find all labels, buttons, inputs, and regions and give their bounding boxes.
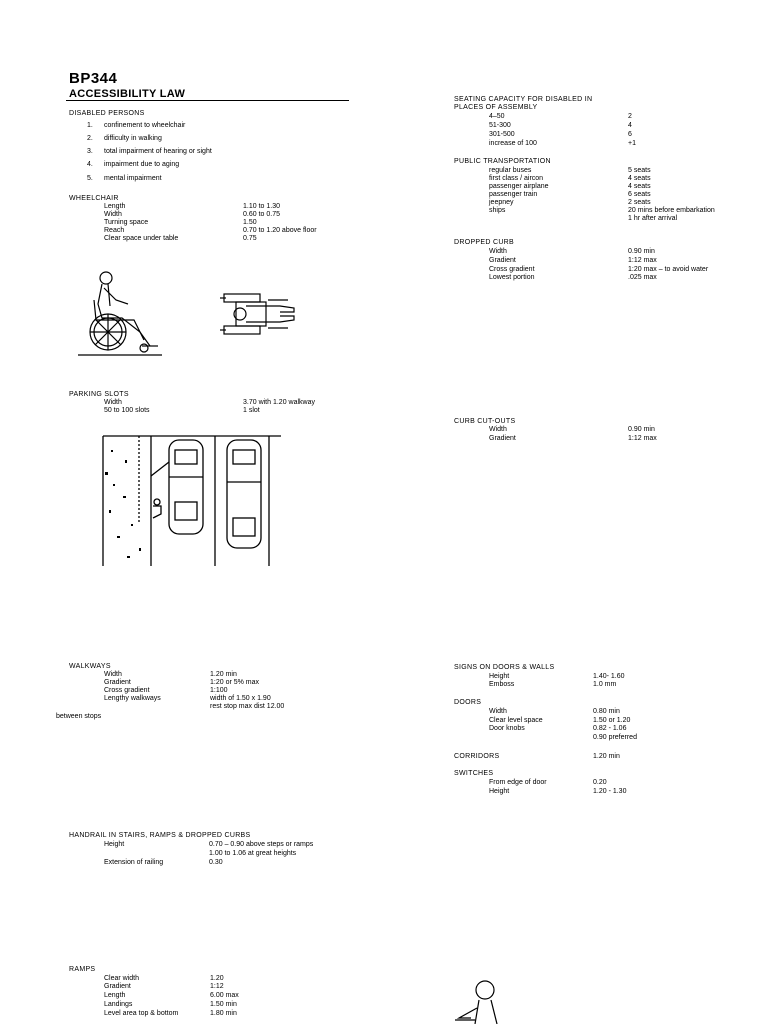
spec-row: From edge of door 0.20 xyxy=(489,779,607,786)
wheelchair-heading: WHEELCHAIR xyxy=(69,195,119,202)
doors-specs xyxy=(489,708,729,744)
spec-row: 0.90 preferred xyxy=(593,734,637,741)
spec-row: Height 0.70 – 0.90 above steps or ramps xyxy=(104,841,314,848)
spec-row: 4–50 2 xyxy=(489,113,632,120)
spec-row: Height 1.20 - 1.30 xyxy=(489,788,627,795)
dropped-curb-specs xyxy=(489,248,749,284)
parking-specs xyxy=(104,399,344,419)
spec-row: Gradient 1:12 max xyxy=(489,435,657,442)
spec-row: regular buses 5 seats xyxy=(489,167,651,174)
handrail-specs xyxy=(104,841,364,869)
corridors-row xyxy=(454,753,714,763)
walkways-heading: WALKWAYS xyxy=(69,663,111,670)
dropped-curb-heading: DROPPED CURB xyxy=(454,239,514,246)
spec-row: Landings 1.50 min xyxy=(104,1001,237,1008)
spec-row: Width 0.60 to 0.75 xyxy=(104,211,280,218)
curb-cutouts-heading: CURB CUT-OUTS xyxy=(454,418,516,425)
ramps-specs xyxy=(104,975,344,1021)
spec-row: 1.00 to 1.06 at great heights xyxy=(209,850,297,857)
spec-row: first class / aircon 4 seats xyxy=(489,175,651,182)
spec-row: Length 1.10 to 1.30 xyxy=(104,203,280,210)
title-underline xyxy=(66,100,349,101)
wheelchair-side-illustration xyxy=(78,270,168,360)
spec-row: Level area top & bottom 1.80 min xyxy=(104,1010,237,1017)
curb-cutouts-specs xyxy=(489,426,729,446)
ramps-heading: RAMPS xyxy=(69,966,96,973)
spec-row: Width 1.20 min xyxy=(104,671,237,678)
spec-row: ships 20 mins before embarkation xyxy=(489,207,715,214)
parking-heading: PARKING SLOTS xyxy=(69,391,129,398)
spec-row: Length 6.00 max xyxy=(104,992,239,999)
spec-row: Height 1.40- 1.60 xyxy=(489,673,625,680)
spec-row: passenger airplane 4 seats xyxy=(489,183,651,190)
spec-row: Lengthy walkways width of 1.50 x 1.90 xyxy=(104,695,271,702)
disabled-persons-heading: DISABLED PERSONS xyxy=(69,110,145,117)
parking-illustration xyxy=(103,432,283,567)
spec-row: jeepney 2 seats xyxy=(489,199,651,206)
public-transport-heading: PUBLIC TRANSPORTATION xyxy=(454,158,551,165)
corridors-value: 1.20 min xyxy=(593,753,620,760)
handrail-heading: HANDRAIL IN STAIRS, RAMPS & DROPPED CURBS xyxy=(69,832,251,839)
public-transport-specs xyxy=(489,167,749,231)
spec-row: Gradient 1:20 or 5% max xyxy=(104,679,260,686)
spec-row: Lowest portion .025 max xyxy=(489,274,657,281)
spec-row: rest stop max dist 12.00 xyxy=(210,703,285,710)
spec-row: Emboss 1.0 mm xyxy=(489,681,617,688)
document-title: ACCESSIBILITY LAW xyxy=(69,88,186,100)
spec-row: Reach 0.70 to 1.20 above floor xyxy=(104,227,317,234)
spec-row: Width 3.70 with 1.20 walkway xyxy=(104,399,315,406)
switches-specs xyxy=(489,779,729,799)
spec-row: Width 0.90 min xyxy=(489,248,655,255)
walkways-note: between stops xyxy=(56,713,102,720)
person-illustration xyxy=(455,978,515,1024)
spec-row: Width 0.80 min xyxy=(489,708,620,715)
disabled-persons-list: 1. confinement to wheelchair 2. difficulty in walking 3. total impairment of hearing or sight 4. impairment due to aging 5. mental impairment xyxy=(87,122,212,182)
spec-row: Cross gradient 1:20 max – to avoid water xyxy=(489,266,709,273)
switches-heading: SWITCHES xyxy=(454,770,494,777)
seating-heading-line2: PLACES OF ASSEMBLY xyxy=(454,104,538,111)
spec-row: 50 to 100 slots 1 slot xyxy=(104,407,260,414)
spec-row: Clear level space 1.50 or 1.20 xyxy=(489,717,631,724)
spec-row: Width 0.90 min xyxy=(489,426,655,433)
wheelchair-specs xyxy=(104,203,344,249)
spec-row: increase of 100 +1 xyxy=(489,140,636,147)
signs-heading: SIGNS ON DOORS & WALLS xyxy=(454,664,555,671)
spec-row: Gradient 1:12 max xyxy=(489,257,657,264)
signs-specs xyxy=(489,673,729,693)
document-code: BP344 xyxy=(69,70,118,87)
wheelchair-top-illustration xyxy=(218,290,298,340)
spec-row: 51-300 4 xyxy=(489,122,632,129)
corridors-heading: CORRIDORS xyxy=(454,753,500,760)
spec-row: Gradient 1:12 xyxy=(104,983,224,990)
spec-row: 301-500 6 xyxy=(489,131,632,138)
spec-row: Extension of railing 0.30 xyxy=(104,859,223,866)
spec-row: Clear space under table 0.75 xyxy=(104,235,257,242)
spec-row: Clear width 1.20 xyxy=(104,975,224,982)
doors-heading: DOORS xyxy=(454,699,482,706)
walkways-specs xyxy=(104,671,344,717)
spec-row: Cross gradient 1:100 xyxy=(104,687,228,694)
spec-row: Turning space 1.50 xyxy=(104,219,257,226)
seating-heading-line1: SEATING CAPACITY FOR DISABLED IN xyxy=(454,96,593,103)
spec-row: 1 hr after arrival xyxy=(628,215,678,222)
spec-row: passenger train 6 seats xyxy=(489,191,651,198)
seating-specs xyxy=(489,113,729,149)
spec-row: Door knobs 0.82 - 1.06 xyxy=(489,725,627,732)
